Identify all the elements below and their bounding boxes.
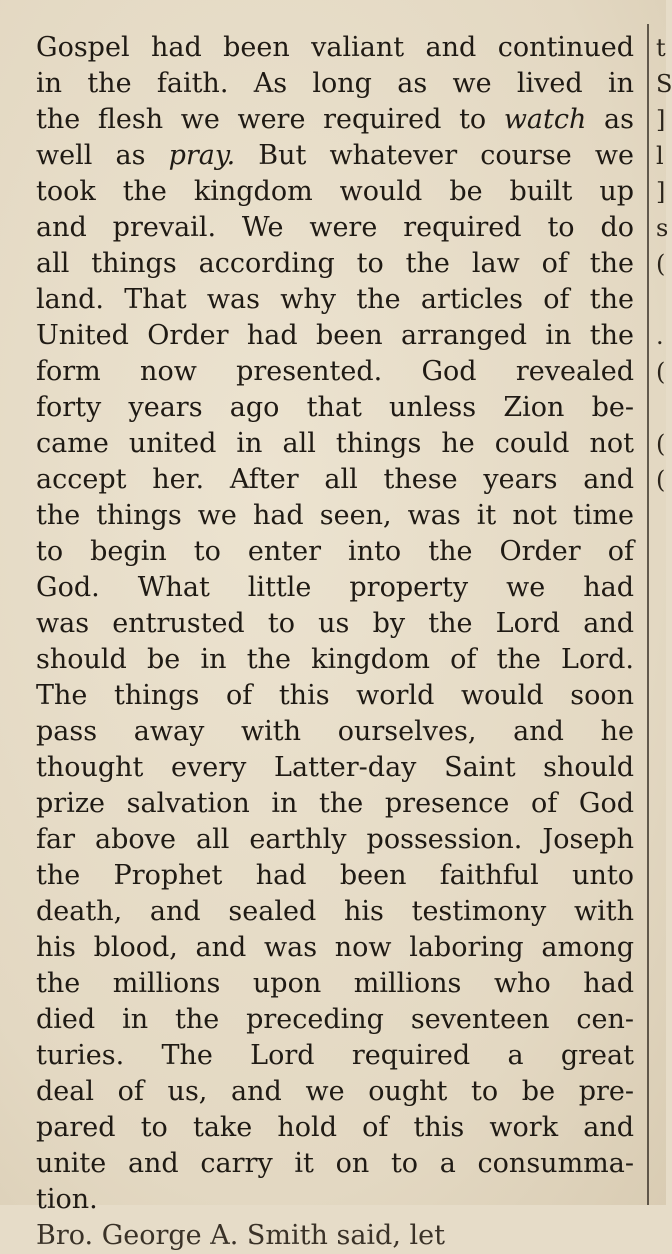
adjacent-fragment: ( [656,466,666,494]
text-line: unite and carry it on to a consumma- [36,1148,634,1179]
text-line: was entrusted to us by the Lord and [36,608,634,639]
text-fragment: well as [36,140,169,171]
text-line: the Prophet had been faithful unto [36,860,634,891]
text-line: the millions upon millions who had [36,968,634,999]
text-line: and prevail. We were required to do [36,212,634,243]
text-line: form now presented. God revealed [36,356,634,387]
text-line: should be in the kingdom of the Lord. [36,644,634,675]
text-line: The things of this world would soon [36,680,634,711]
text-line: the things we had seen, was it not time [36,500,634,531]
emphasized-word: pray. [168,140,236,171]
adjacent-fragment: . [656,322,664,350]
text-line: prize salvation in the presence of God [36,788,634,819]
adjacent-fragment: l [656,142,664,170]
text-fragment: the flesh we were required to [36,104,504,135]
cut-off-line: Bro. George A. Smith said, let [36,1220,445,1251]
text-line: Gospel had been valiant and continued [36,32,634,63]
adjacent-fragment: ( [656,430,666,458]
adjacent-column-edge [656,30,672,498]
text-line: took the kingdom would be built up [36,176,634,207]
text-line: thought every Latter-day Saint should [36,752,634,783]
text-line: far above all earthly possession. Joseph [36,824,634,855]
adjacent-fragment: ( [656,250,666,278]
text-line [36,138,634,174]
text-fragment: But whatever course we [235,140,634,171]
text-line: God. What little property we had [36,572,634,603]
text-line [36,102,634,138]
emphasized-word: watch [503,104,587,135]
adjacent-fragment: ] [656,106,666,134]
text-line: to begin to enter into the Order of [36,536,634,567]
text-line: forty years ago that unless Zion be- [36,392,634,423]
text-line: tion. [36,1184,98,1215]
text-line: came united in all things he could not [36,428,634,459]
adjacent-fragment: s [656,214,669,242]
article-column [36,30,634,1251]
text-line: in the faith. As long as we lived in [36,68,634,99]
text-line: turies. The Lord required a great [36,1040,634,1071]
text-line: deal of us, and we ought to be pre- [36,1076,634,1107]
text-line: death, and sealed his testimony with [36,896,634,927]
text-line: his blood, and was now laboring among [36,932,634,963]
adjacent-fragment: S [656,70,672,98]
adjacent-fragment [656,282,666,318]
text-fragment: as [586,104,634,135]
text-line: died in the preceding seventeen cen- [36,1004,634,1035]
text-line: pass away with ourselves, and he [36,716,634,747]
adjacent-fragment: t [656,34,666,62]
text-line: land. That was why the articles of the [36,284,634,315]
text-line: United Order had been arranged in the [36,320,634,351]
column-rule [647,24,649,1205]
text-line: pared to take hold of this work and [36,1112,634,1143]
adjacent-fragment: ( [656,358,666,386]
adjacent-fragment [656,390,666,426]
adjacent-fragment: ] [656,178,666,206]
text-line: accept her. After all these years and [36,464,634,495]
text-line: all things according to the law of the [36,248,634,279]
